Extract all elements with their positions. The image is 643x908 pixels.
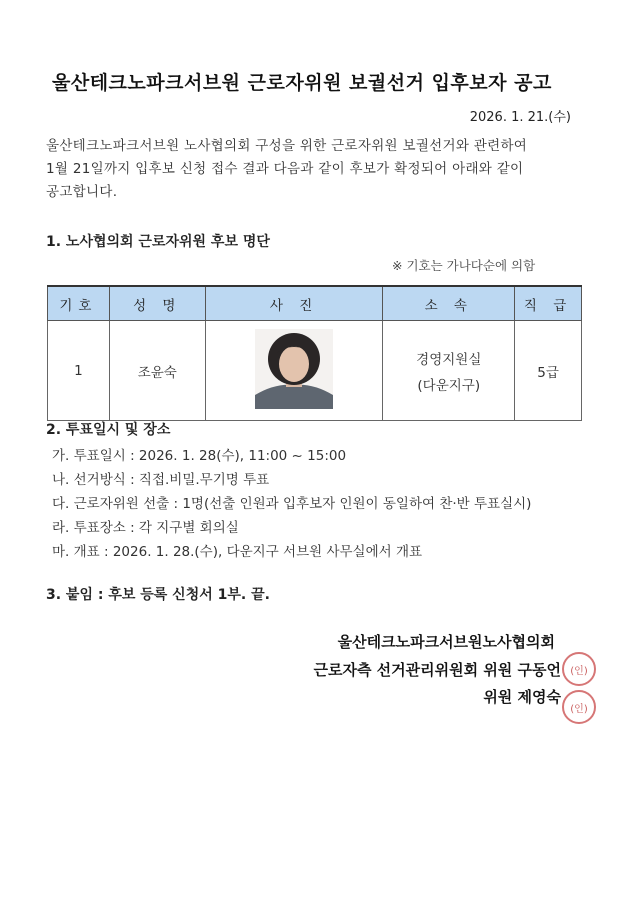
column-header: 성 명 — [109, 286, 205, 321]
column-header: 소 속 — [383, 286, 515, 321]
candidate-name: 조윤숙 — [109, 321, 205, 421]
candidate-table — [47, 285, 582, 421]
section3-attachment: 3. 붙임 : 후보 등록 신청서 1부. 끝. — [46, 587, 270, 603]
column-header: 사 진 — [205, 286, 383, 321]
table-header — [48, 286, 582, 321]
candidate-photo — [205, 321, 383, 421]
section2-heading: 2. 투표일시 및 장소 — [46, 422, 171, 438]
intro-line: 공고합니다. — [46, 184, 118, 200]
candidate-number: 1 — [48, 321, 110, 421]
affiliation-dept: 경영지원실 — [416, 351, 482, 368]
column-header: 직 급 — [515, 286, 582, 321]
page-title: 울산테크노파크서브원 근로자위원 보궐선거 입후보자 공고 — [52, 72, 552, 94]
vote-item: 라. 투표장소 : 각 지구별 회의실 — [52, 520, 239, 536]
seal-stamp: (인) — [562, 690, 596, 724]
candidate-grade: 5급 — [515, 321, 582, 421]
signature-line: 위원 제영숙 — [483, 688, 561, 706]
table-row — [48, 321, 582, 421]
section1-heading: 1. 노사협의회 근로자위원 후보 명단 — [46, 234, 270, 250]
intro-line: 울산테크노파크서브원 노사협의회 구성을 위한 근로자위원 보궐선거와 관련하여 — [46, 138, 528, 154]
notice-date: 2026. 1. 21.(수) — [469, 110, 571, 125]
affiliation-district: (다운지구) — [417, 377, 481, 394]
signature-org: 울산테크노파크서브원노사협의회 — [337, 633, 555, 651]
signature-line: 근로자측 선거관리위원회 위원 구동언 — [313, 661, 561, 679]
candidate-affiliation — [383, 321, 515, 421]
vote-item: 다. 근로자위원 선출 : 1명(선출 인원과 입후보자 인원이 동일하여 찬·반 투표실시) — [52, 496, 532, 512]
column-header: 기호 — [48, 286, 110, 321]
seal-stamp: (인) — [562, 652, 596, 686]
vote-item: 마. 개표 : 2026. 1. 28.(수), 다운지구 서브원 사무실에서 개표 — [52, 544, 423, 560]
vote-item: 나. 선거방식 : 직접.비밀.무기명 투표 — [52, 472, 270, 488]
ordering-note: ※ 기호는 가나다순에 의함 — [392, 258, 536, 273]
vote-item: 가. 투표일시 : 2026. 1. 28(수), 11:00 ~ 15:00 — [52, 448, 347, 464]
portrait-image — [255, 329, 333, 409]
intro-line: 1월 21일까지 입후보 신청 접수 결과 다음과 같이 후보가 확정되어 아래와 같이 — [46, 161, 524, 177]
